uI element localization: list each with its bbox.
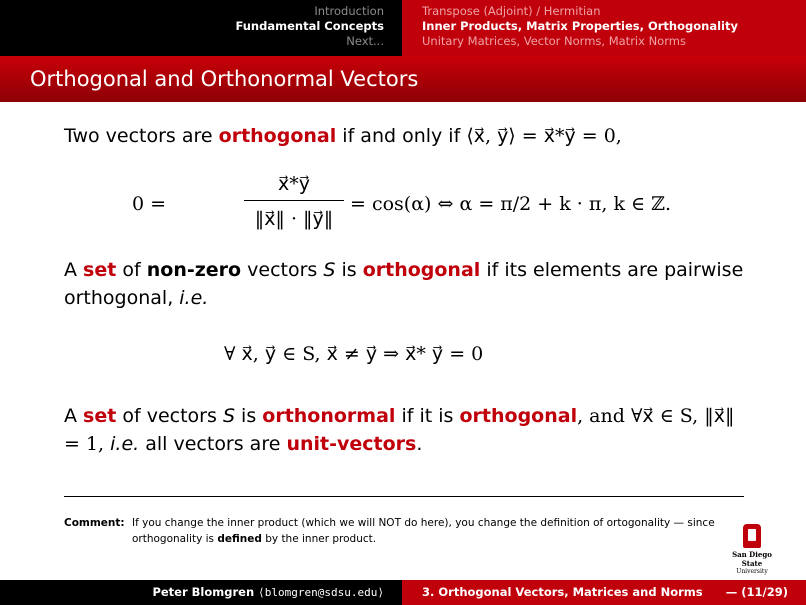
symbol-s: S	[323, 259, 336, 281]
divider	[64, 496, 744, 497]
page-number: — (11/29)	[725, 585, 788, 599]
term-orthogonal: orthogonal	[459, 405, 578, 427]
footer-topic-title: 3. Orthogonal Vectors, Matrices and Norms	[422, 585, 703, 599]
slide-title: Orthogonal and Orthonormal Vectors	[0, 56, 806, 102]
equation-rhs: = cos(α) ⇔ α = π/2 + k · π, k ∈ ℤ.	[350, 193, 672, 215]
text-run: all vectors are	[139, 433, 287, 455]
text-run: If you change the inner product (which we will NOT do here), you change the definition of ortogonality — since orthogonality is	[132, 517, 715, 545]
text-run: of vectors	[116, 405, 223, 427]
text-ie: i.e.	[110, 433, 140, 455]
unit-norm-expression: , and ∀x⃗ ∈ S, ‖x⃗‖ = 1,	[64, 405, 735, 455]
nav-section-introduction[interactable]: Introduction	[314, 4, 384, 18]
pairwise-orthogonal-equation: ∀ x⃗, y⃗ ∈ S, x⃗ ≠ y⃗ ⇒ x⃗* y⃗ = 0	[224, 343, 484, 365]
term-orthogonal: orthogonal	[218, 125, 337, 147]
fraction-bar	[244, 200, 344, 201]
text-run: .	[416, 433, 423, 455]
term-non-zero: non-zero	[146, 259, 242, 281]
logo-mark-icon	[743, 524, 761, 548]
footer-author	[0, 580, 402, 605]
fraction-denominator: ‖x⃗‖ · ‖y⃗‖	[254, 208, 334, 230]
fraction	[244, 170, 344, 233]
symbol-s: S	[222, 405, 235, 427]
logo-text-line2: University	[736, 568, 768, 575]
author-name: Peter Blomgren	[152, 585, 255, 599]
text-run: of	[116, 259, 147, 281]
text-ie: i.e.	[179, 287, 209, 309]
definition-orthonormal-set	[64, 402, 754, 458]
definition-orthogonal-set	[64, 256, 744, 312]
nav-subsection-transpose[interactable]: Transpose (Adjoint) / Hermitian	[422, 4, 601, 18]
university-logo	[722, 524, 782, 574]
term-set: set	[83, 405, 117, 427]
text-run: if its elements are pairwise orthogonal,	[64, 259, 744, 309]
text-run: vectors	[241, 259, 324, 281]
term-defined: defined	[217, 533, 262, 545]
text-run: A	[64, 259, 84, 281]
text-run: if it is	[395, 405, 460, 427]
inner-product-expression: ⟨x⃗, y⃗⟩ = x⃗*y⃗ = 0,	[466, 125, 622, 147]
logo-text-line1: San Diego State	[732, 550, 772, 568]
nav-section-next[interactable]: Next...	[346, 34, 384, 48]
term-orthonormal: orthonormal	[262, 405, 396, 427]
equation-lhs: 0 =	[132, 193, 167, 215]
section-nav	[0, 0, 402, 56]
author-email: ⟨blomgren@sdsu.edu⟩	[258, 586, 384, 599]
subsection-nav	[402, 0, 806, 56]
term-unit-vectors: unit-vectors	[286, 433, 417, 455]
term-orthogonal: orthogonal	[362, 259, 481, 281]
comment-label: Comment:	[64, 517, 125, 529]
text-run: if and only if	[336, 125, 467, 147]
nav-subsection-inner-products[interactable]: Inner Products, Matrix Properties, Orthogonality	[422, 19, 738, 33]
footer-topic	[402, 580, 806, 605]
nav-subsection-unitary[interactable]: Unitary Matrices, Vector Norms, Matrix Norms	[422, 34, 686, 48]
comment-note	[64, 515, 754, 547]
text-run: by the inner product.	[261, 533, 377, 545]
text-run: Two vectors are	[64, 125, 219, 147]
text-run: is	[335, 259, 363, 281]
term-set: set	[83, 259, 117, 281]
footer-bar	[0, 580, 806, 605]
nav-section-fundamental-concepts[interactable]: Fundamental Concepts	[235, 19, 384, 33]
angle-equation	[132, 170, 692, 238]
text-run: is	[235, 405, 263, 427]
text-run: A	[64, 405, 84, 427]
comment-text	[132, 515, 754, 547]
fraction-numerator: x⃗*y⃗	[278, 173, 310, 195]
definition-orthogonal-pair	[64, 122, 622, 150]
top-navigation-bar	[0, 0, 806, 56]
